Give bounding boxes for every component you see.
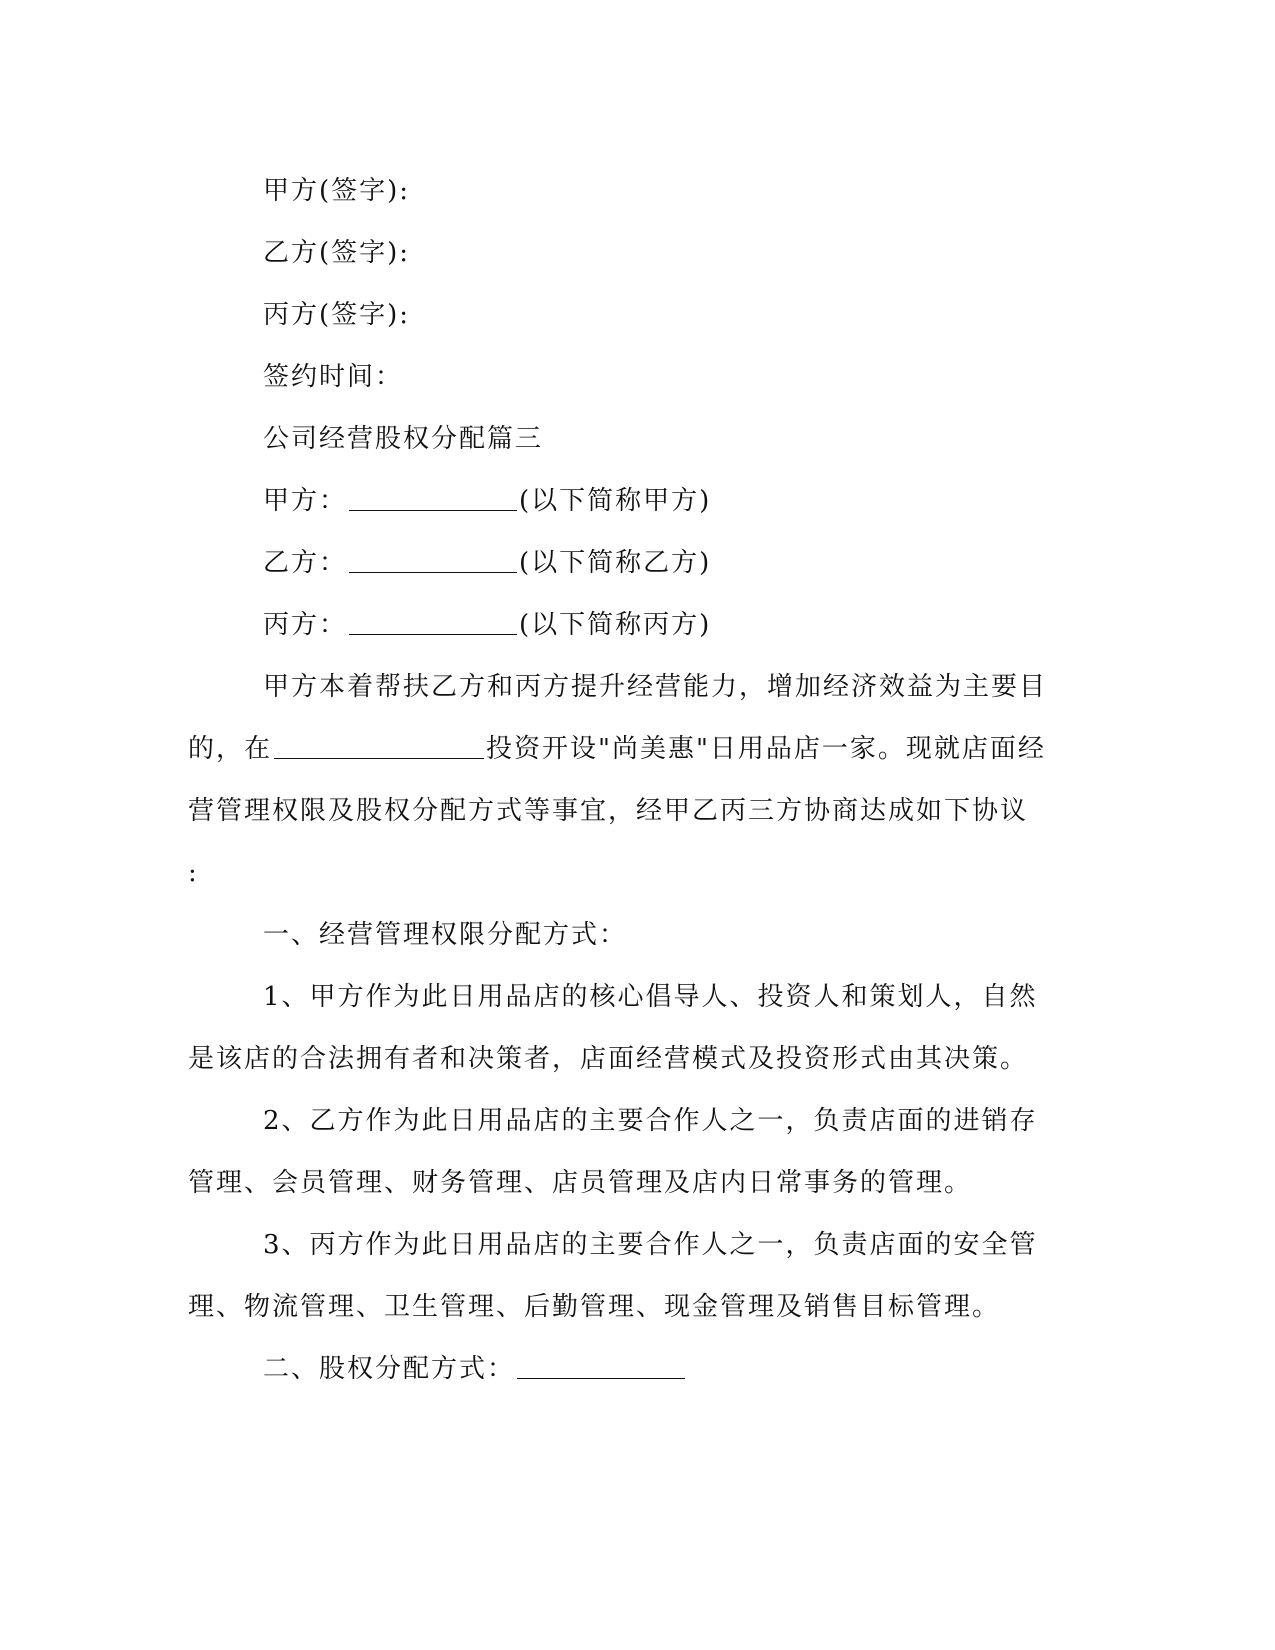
party-b-blank <box>349 548 517 573</box>
party-a-suffix: (以下简称甲方) <box>519 486 712 516</box>
party-a-line <box>188 470 1068 532</box>
party-c-line <box>188 594 1068 656</box>
intro-line-1: 甲方本着帮扶乙方和丙方提升经营能力，增加经济效益为主要目 <box>263 672 1048 702</box>
intro-line-2-prefix: 的，在 <box>188 734 273 764</box>
item-1-line-2: 是该店的合法拥有者和决策者，店面经营模式及投资形式由其决策。 <box>188 1044 1029 1074</box>
signature-party-c: 丙方(签字): <box>263 300 411 330</box>
party-c-label: 丙方： <box>263 610 348 640</box>
section-1-heading: 一、经营管理权限分配方式： <box>263 920 628 950</box>
item-2-line-1: 2、乙方作为此日用品店的主要合作人之一，负责店面的进销存 <box>263 1106 1038 1136</box>
item-2-line-2: 管理、会员管理、财务管理、店员管理及店内日常事务的管理。 <box>188 1168 973 1198</box>
party-a-label: 甲方： <box>263 486 348 516</box>
location-blank <box>274 734 484 759</box>
party-c-suffix: (以下简称丙方) <box>519 610 712 640</box>
intro-line-2 <box>188 718 1068 780</box>
document-body <box>188 160 1068 1400</box>
section-2-line <box>188 1338 1068 1400</box>
intro-line-2-suffix: 投资开设"尚美惠"日用品店一家。现就店面经 <box>486 734 1046 764</box>
intro-line-4: : <box>188 858 199 888</box>
section-2-heading: 二、股权分配方式： <box>263 1354 516 1384</box>
party-b-line <box>188 532 1068 594</box>
party-b-suffix: (以下简称乙方) <box>519 548 712 578</box>
party-c-blank <box>349 610 517 635</box>
party-b-label: 乙方： <box>263 548 348 578</box>
signature-party-b: 乙方(签字): <box>263 238 411 268</box>
party-a-blank <box>349 486 517 511</box>
item-1-line-1: 1、甲方作为此日用品店的核心倡导人、投资人和策划人，自然 <box>263 982 1038 1012</box>
item-3-line-2: 理、物流管理、卫生管理、后勤管理、现金管理及销售目标管理。 <box>188 1292 1001 1322</box>
section-title: 公司经营股权分配篇三 <box>263 424 544 454</box>
equity-blank <box>517 1354 685 1379</box>
item-3-line-1: 3、丙方作为此日用品店的主要合作人之一，负责店面的安全管 <box>263 1230 1038 1260</box>
signature-party-a: 甲方(签字): <box>263 176 411 206</box>
intro-line-3: 营管理权限及股权分配方式等事宜，经甲乙丙三方协商达成如下协议 <box>188 796 1029 826</box>
signature-date: 签约时间： <box>263 362 404 392</box>
